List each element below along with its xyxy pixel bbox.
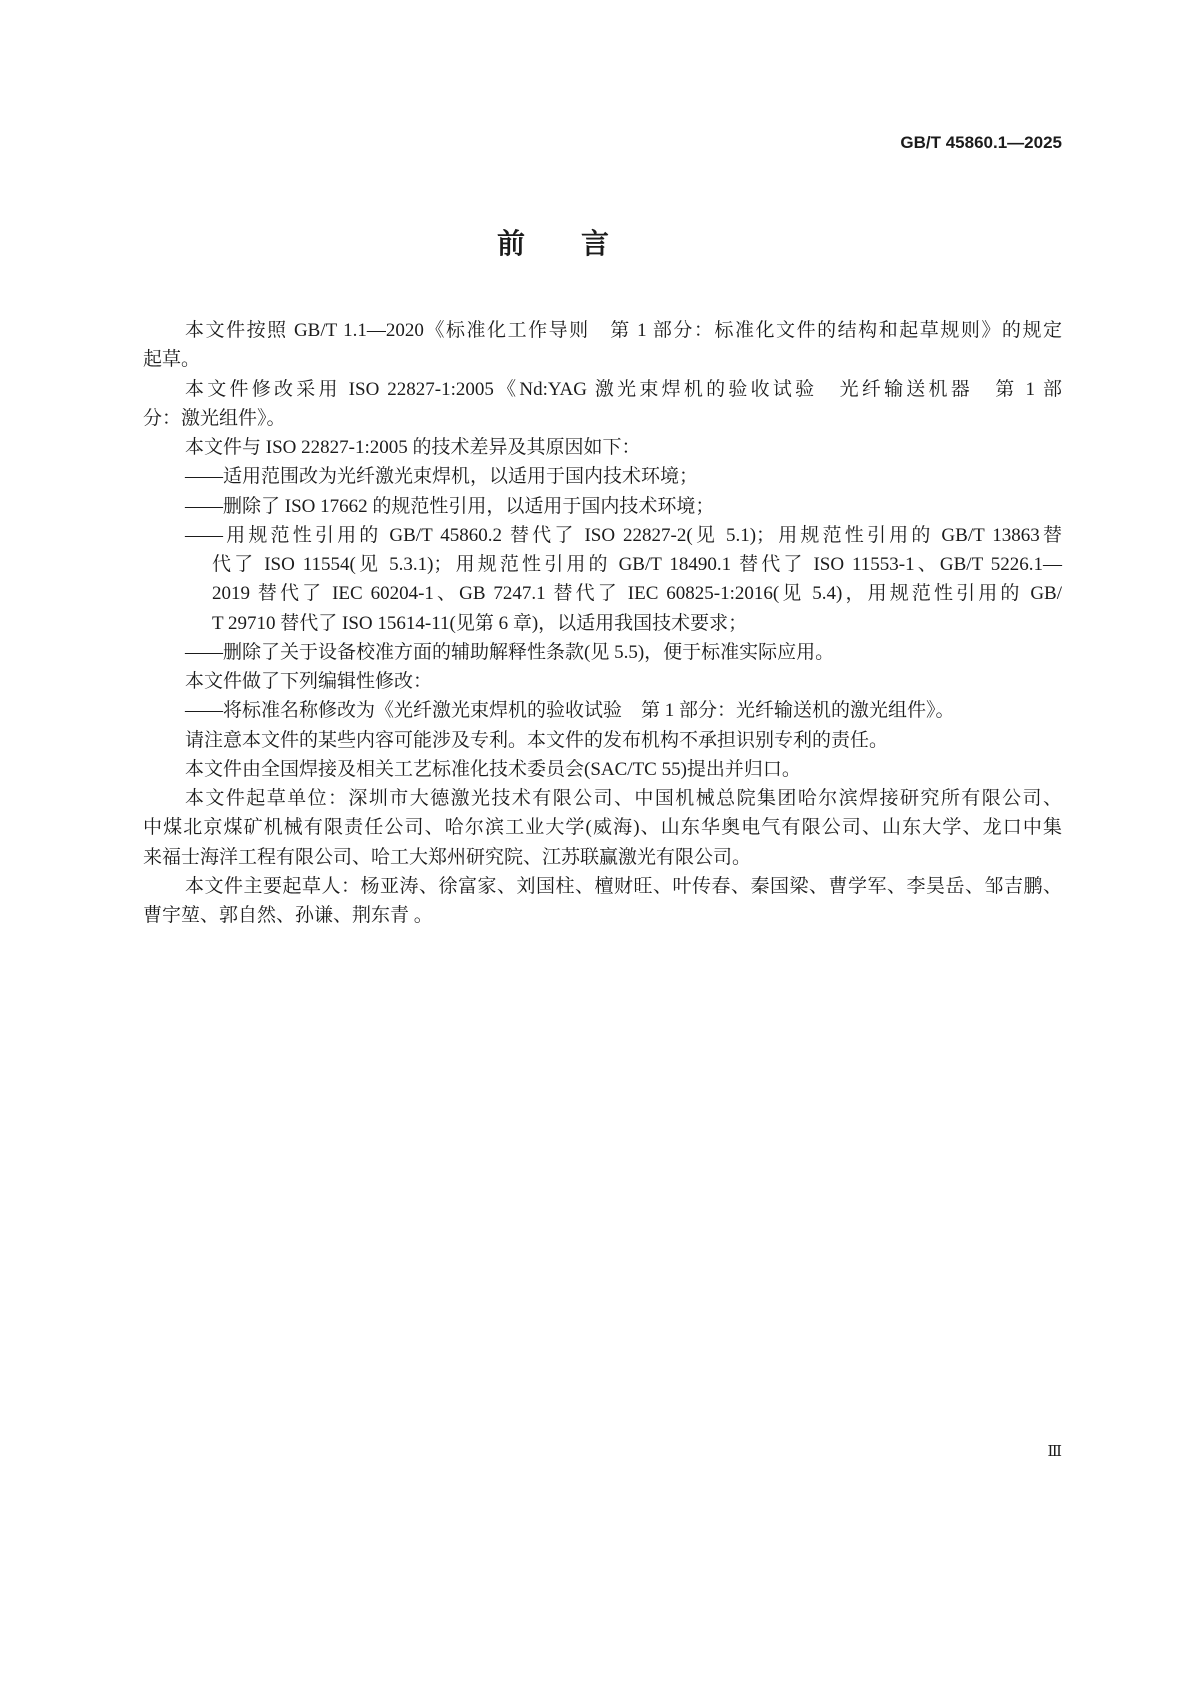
paragraph-line: 分：激光组件》。 — [143, 407, 286, 429]
paragraph-line: 本文件主要起草人：杨亚涛、徐富家、刘国柱、檀财旺、叶传春、秦国梁、曹学军、李昊岳、邹吉鹏、 — [185, 875, 1062, 897]
paragraph-line: 曹宇堃、郭自然、孙谦、荆东青 。 — [143, 905, 433, 926]
paragraph-line: 请注意本文件的某些内容可能涉及专利。本文件的发布机构不承担识别专利的责任。 — [185, 729, 889, 751]
difference-item — [143, 638, 1062, 667]
item-line: T 29710 替代了 ISO 15614-11(见第 6 章)，以适用我国技术要求； — [212, 612, 748, 634]
editorial-item — [143, 696, 1062, 725]
preface-paragraph — [143, 755, 1062, 784]
drafters-paragraph — [143, 872, 1062, 931]
preface-paragraph — [143, 433, 1062, 462]
paragraph-line: 本文件按照 GB/T 1.1—2020《标准化工作导则 第 1 部分：标准化文件的结构和起草规则》的规定 — [185, 320, 1062, 341]
preface-paragraph — [143, 726, 1062, 755]
item-line: ——适用范围改为光纤激光束焊机，以适用于国内技术环境； — [185, 466, 699, 488]
paragraph-line: 本文件与 ISO 22827-1:2005 的技术差异及其原因如下： — [185, 437, 641, 458]
preface-paragraph — [143, 667, 1062, 696]
paragraph-line: 来福士海洋工程有限公司、哈工大郑州研究院、江苏联赢激光有限公司。 — [143, 846, 752, 868]
item-line: ——删除了关于设备校准方面的辅助解释性条款(见 5.5)，便于标准实际应用。 — [185, 641, 835, 663]
page-title: 前 言 — [496, 227, 623, 260]
preface-paragraph — [143, 375, 1062, 434]
paragraph-line: 中煤北京煤矿机械有限责任公司、哈尔滨工业大学(威海)、山东华奥电气有限公司、山东大学、龙口中集 — [143, 817, 1062, 839]
difference-item — [143, 521, 1062, 638]
standard-code-header: GB/T 45860.1—2025 — [900, 133, 1062, 152]
item-line: 2019 替代了 IEC 60204-1、GB 7247.1 替代了 IEC 60825-1:2016(见 5.4)，用规范性引用的 GB/ — [212, 583, 1062, 605]
preface-paragraph — [143, 316, 1062, 375]
paragraph-line: 起草。 — [143, 349, 201, 371]
preface-body — [143, 316, 1062, 930]
paragraph-line: 本文件修改采用 ISO 22827-1:2005《Nd:YAG 激光束焊机的验收试验 光纤输送机器 第 1 部 — [185, 378, 1062, 400]
page-number: Ⅲ — [1047, 1444, 1062, 1460]
difference-item — [143, 462, 1062, 491]
item-line: ——删除了 ISO 17662 的规范性引用，以适用于国内技术环境； — [185, 495, 715, 517]
item-line: ——用规范性引用的 GB/T 45860.2 替代了 ISO 22827-2(见 5.1)；用规范性引用的 GB/T 13863替 — [185, 524, 1062, 546]
drafting-units-paragraph — [143, 784, 1062, 872]
item-line: ——将标准名称修改为《光纤激光束焊机的验收试验 第 1 部分：光纤输送机的激光组件》。 — [185, 700, 955, 722]
paragraph-line: 本文件做了下列编辑性修改： — [185, 671, 433, 692]
paragraph-line: 本文件由全国焊接及相关工艺标准化技术委员会(SAC/TC 55)提出并归口。 — [185, 758, 801, 780]
item-line: 代了 ISO 11554(见 5.3.1)；用规范性引用的 GB/T 18490.1 替代了 ISO 11553-1、GB/T 5226.1— — [212, 554, 1062, 575]
paragraph-line: 本文件起草单位：深圳市大德激光技术有限公司、中国机械总院集团哈尔滨焊接研究所有限公司、 — [185, 788, 1062, 809]
difference-item — [143, 492, 1062, 521]
